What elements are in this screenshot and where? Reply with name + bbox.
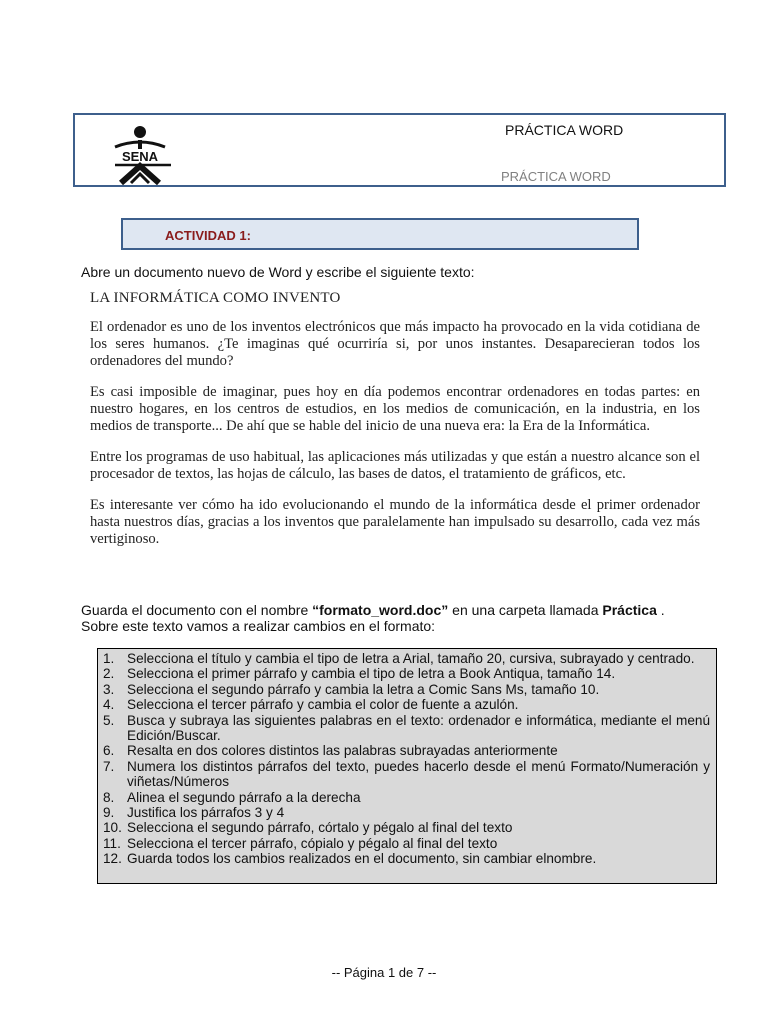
task-text: Selecciona el primer párrafo y cambia el tipo de letra a Book Antiqua, tamaño 14. (127, 666, 616, 682)
task-list (98, 651, 716, 867)
folder-name: Práctica (602, 602, 657, 618)
task-item (98, 820, 716, 835)
scan-title: LA INFORMÁTICA COMO INVENTO (90, 290, 341, 306)
task-text: Selecciona el segundo párrafo y cambia la letra a Comic Sans Ms, tamaño 10. (127, 681, 600, 697)
task-text: Guarda todos los cambios realizados en el documento, sin cambiar elnombre. (127, 851, 597, 867)
scan-paragraph-1: El ordenador es uno de los inventos electrónicos que más impacto ha provocado en la vida cotidiana de los seres humanos. ¿Te imaginas qué ocurriría si, por unos instantes. Desaparecieran todos los ordenadores del mundo? (90, 319, 700, 369)
save-text-line2: Sobre este texto vamos a realizar cambios en el formato: (81, 618, 436, 634)
intro-text: Abre un documento nuevo de Word y escribe el siguiente texto: (81, 264, 475, 280)
task-number: 6. (103, 743, 115, 759)
scanned-text-image (90, 290, 700, 562)
task-number: 8. (103, 789, 115, 805)
activity-heading-box (121, 218, 639, 250)
scan-paragraph-2: Es casi imposible de imaginar, pues hoy en día podemos encontrar ordenadores en todas partes: en nuestro hogares, en los centros de estudios, en los medios de comunicación, en la industria, en los medios de transporte... De ahí que se hable del inicio de una nueva era: la Era de la Informática. (90, 384, 700, 434)
task-number: 12. (103, 851, 122, 867)
task-item (98, 790, 716, 805)
save-text-1: Guarda el documento con el nombre (81, 602, 313, 618)
task-text: Selecciona el tercer párrafo y cambia el color de fuente a azulón. (127, 697, 519, 713)
sena-logo (109, 125, 171, 185)
task-item (98, 651, 716, 666)
task-text: Justifica los párrafos 3 y 4 (127, 805, 285, 821)
task-item (98, 759, 716, 790)
header-title: PRÁCTICA WORD (505, 122, 624, 138)
task-number: 7. (103, 758, 115, 774)
task-number: 2. (103, 666, 115, 682)
task-list-box (97, 648, 717, 884)
task-number: 3. (103, 681, 115, 697)
header-subtitle: PRÁCTICA WORD (501, 169, 611, 184)
task-item (98, 682, 716, 697)
task-number: 4. (103, 697, 115, 713)
filename: “formato_word.doc” (312, 602, 449, 618)
task-item (98, 851, 716, 866)
task-number: 1. (103, 651, 115, 666)
task-number: 5. (103, 712, 115, 728)
task-text: Selecciona el segundo párrafo, córtalo y pégalo al final del texto (127, 820, 513, 836)
task-item (98, 697, 716, 712)
save-text-3: . (656, 602, 665, 618)
task-item (98, 743, 716, 758)
scan-paragraph-3: Entre los programas de uso habitual, las aplicaciones más utilizadas y que están a nuestro alcance son el procesador de textos, las hojas de cálculo, las bases de datos, el tratamiento de gráficos, etc. (90, 449, 700, 482)
logo-text: SENA (121, 149, 159, 164)
activity-label: ACTIVIDAD 1: (165, 228, 251, 243)
task-text: Selecciona el tercer párrafo, cópialo y pégalo al final del texto (127, 835, 498, 851)
task-text: Numera los distintos párrafos del texto, puedes hacerlo desde el menú Formato/Numeración y viñetas/Números (127, 758, 710, 790)
save-text-2: en una carpeta llamada (448, 602, 603, 618)
task-text: Alinea el segundo párrafo a la derecha (127, 789, 361, 805)
task-number: 9. (103, 805, 115, 821)
task-text: Busca y subraya las siguientes palabras en el texto: ordenador e informática, mediante el menú Edición/Buscar. (127, 712, 710, 744)
document-header (73, 113, 726, 187)
scan-paragraph-4: Es interesante ver cómo ha ido evolucionando el mundo de la informática desde el primer ordenador hasta nuestros días, gracias a los inventos que paralelamente han impulsado su desarrollo, cada vez más vertiginoso. (90, 497, 700, 547)
page-footer: -- Página 1 de 7 -- (331, 965, 437, 980)
task-item (98, 836, 716, 851)
task-item (98, 666, 716, 681)
task-number: 11. (103, 835, 121, 851)
task-number: 10. (103, 820, 122, 836)
task-item (98, 805, 716, 820)
task-text: Selecciona el título y cambia el tipo de letra a Arial, tamaño 20, cursiva, subrayado y centrado. (127, 651, 695, 666)
task-item (98, 713, 716, 744)
save-instruction (81, 602, 701, 634)
task-text: Resalta en dos colores distintos las palabras subrayadas anteriormente (127, 743, 558, 759)
